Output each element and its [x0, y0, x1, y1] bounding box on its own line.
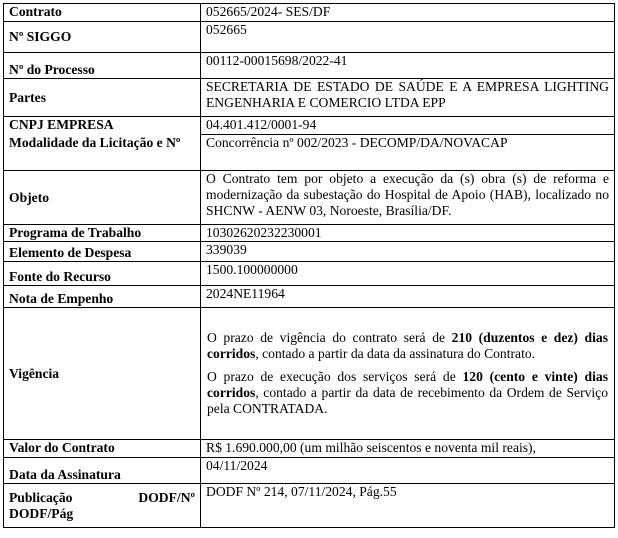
label-processo: Nº do Processo: [4, 53, 201, 79]
value-elemento: 339039: [201, 242, 615, 262]
row-fonte: [4, 262, 615, 286]
label-valor: Valor do Contrato: [4, 440, 201, 458]
label-partes: Partes: [4, 79, 201, 117]
row-modalidade: [4, 135, 615, 171]
value-fonte: 1500.100000000: [201, 262, 615, 286]
vigencia-p1-text: O prazo de vigência do contrato será de: [207, 330, 452, 345]
vigencia-paragraph-2: [207, 369, 608, 417]
label-objeto: Objeto: [4, 171, 201, 225]
row-processo: [4, 53, 615, 79]
value-assinatura: 04/11/2024: [201, 458, 615, 484]
value-processo: 00112-00015698/2022-41: [201, 53, 615, 79]
publicacao-label-line1: [9, 490, 195, 506]
label-publicacao: [4, 484, 201, 528]
row-partes: [4, 79, 615, 117]
row-assinatura: [4, 458, 615, 484]
value-programa: 10302620232230001: [201, 225, 615, 242]
value-valor: R$ 1.690.000,00 (um milhão seiscentos e noventa mil reais),: [201, 440, 615, 458]
vigencia-p1-tail: , contado a partir da data da assinatura do Contrato.: [255, 346, 536, 361]
label-modalidade: Modalidade da Licitação e Nº: [4, 135, 201, 171]
vigencia-p2-text: O prazo de execução dos serviços será de: [207, 369, 463, 384]
label-cnpj: CNPJ EMPRESA: [4, 117, 201, 135]
contract-summary-table: [3, 3, 615, 528]
value-modalidade: Concorrência nº 002/2023 - DECOMP/DA/NOVACAP: [201, 135, 615, 171]
row-cnpj: [4, 117, 615, 135]
value-siggo: 052665: [201, 22, 615, 53]
value-publicacao: DODF Nº 214, 07/11/2024, Pág.55: [201, 484, 615, 528]
vigencia-p1-bold: 210 (duzentos e dez) dias corridos: [207, 330, 608, 361]
label-contrato: Contrato: [4, 4, 201, 22]
label-assinatura: Data da Assinatura: [4, 458, 201, 484]
vigencia-p2-bold: 120 (cento e vinte) dias corridos: [207, 369, 608, 400]
row-programa: [4, 225, 615, 242]
value-objeto: O Contrato tem por objeto a execução da (s) obra (s) de reforma e modernização da subestação do Hospital de Apoio (HAB), localizado no SHCNW - AENW 03, Noroeste, Brasília/DF.: [201, 171, 615, 225]
publicacao-label-c: DODF/Pág: [9, 505, 74, 521]
row-elemento: [4, 242, 615, 262]
label-fonte: Fonte do Recurso: [4, 262, 201, 286]
row-empenho: [4, 286, 615, 308]
value-vigencia: [201, 308, 615, 440]
label-elemento: Elemento de Despesa: [4, 242, 201, 262]
vigencia-paragraph-1: [207, 330, 608, 362]
value-cnpj: 04.401.412/0001-94: [201, 117, 615, 135]
publicacao-label-b: DODF/Nº: [138, 489, 195, 505]
label-vigencia: Vigência: [4, 308, 201, 440]
label-empenho: Nota de Empenho: [4, 286, 201, 308]
row-siggo: [4, 22, 615, 53]
value-empenho: 2024NE11964: [201, 286, 615, 308]
row-contrato: [4, 4, 615, 22]
value-contrato: 052665/2024- SES/DF: [201, 4, 615, 22]
row-objeto: [4, 171, 615, 225]
row-publicacao: [4, 484, 615, 528]
value-partes: SECRETARIA DE ESTADO DE SAÚDE E A EMPRESA LIGHTING ENGENHARIA E COMERCIO LTDA EPP: [201, 79, 615, 117]
label-siggo: Nº SIGGO: [4, 22, 201, 53]
label-programa: Programa de Trabalho: [4, 225, 201, 242]
row-vigencia: [4, 308, 615, 440]
publicacao-label-a: Publicação: [9, 489, 73, 505]
row-valor: [4, 440, 615, 458]
vigencia-p2-tail: , contado a partir da data de recebimento da Ordem de Serviço pela CONTRATADA.: [207, 385, 608, 416]
